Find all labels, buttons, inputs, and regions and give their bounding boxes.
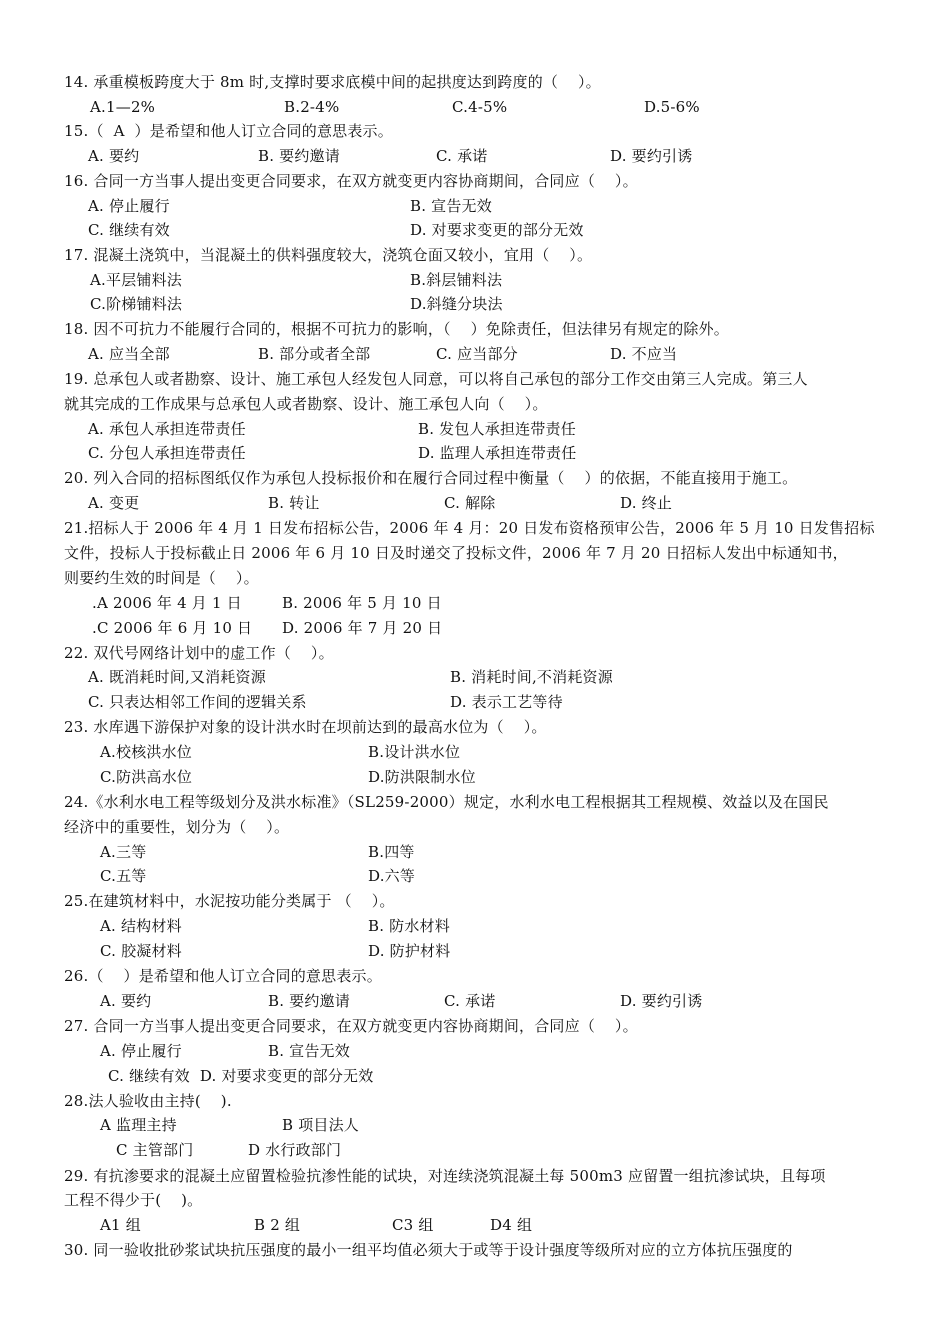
option-row — [0, 618, 950, 638]
option-text: C. 胶凝材料 — [100, 942, 182, 960]
option-text: C.4-5% — [452, 98, 508, 116]
option-text: C. 分包人承担连带责任 — [88, 444, 246, 462]
option-row — [0, 991, 950, 1011]
option-text: D.5-6% — [644, 98, 700, 116]
option-text: B 2 组 — [254, 1216, 301, 1234]
option-text: D. 表示工艺等待 — [450, 693, 563, 711]
option-text: A.三等 — [100, 843, 147, 861]
option-row — [0, 941, 950, 961]
option-text: C.防洪高水位 — [100, 768, 193, 786]
option-text: A. 停止履行 — [100, 1042, 182, 1060]
option-text: B.四等 — [368, 843, 415, 861]
option-text: C.阶梯铺料法 — [90, 295, 183, 313]
option-row — [0, 767, 950, 787]
option-text: B.斜层铺料法 — [410, 271, 503, 289]
question-line: 16. 合同一方当事人提出变更合同要求，在双方就变更内容协商期间，合同应（ ）。 — [64, 172, 638, 190]
option-row — [0, 1215, 950, 1235]
option-text: C.五等 — [100, 867, 147, 885]
option-row — [0, 196, 950, 216]
question-line: 21.招标人于 2006 年 4 月 1 日发布招标公告，2006 年 4 月：20 日发布资格预审公告，2006 年 5 月 10 日发售招标 — [64, 519, 875, 537]
option-text: A. 变更 — [88, 494, 140, 512]
option-text: B. 要约邀请 — [258, 147, 340, 165]
option-text: C3 组 — [392, 1216, 434, 1234]
option-text: .A 2006 年 4 月 1 日 — [92, 594, 242, 612]
option-text: C 主管部门 — [116, 1141, 194, 1159]
option-text: A.校核洪水位 — [100, 743, 193, 761]
option-text: A.1—2% — [90, 98, 156, 116]
option-row — [0, 97, 950, 117]
question-line: 24.《水利水电工程等级划分及洪水标准》（SL259-2000）规定，水利水电工程根据其工程规模、效益以及在国民 — [64, 793, 829, 811]
option-text: B. 宣告无效 — [268, 1042, 350, 1060]
option-row — [0, 419, 950, 439]
option-text: C. 承诺 — [436, 147, 488, 165]
option-text: A 监理主持 — [100, 1116, 177, 1134]
question-line: 工程不得少于( )。 — [64, 1191, 203, 1209]
question-line: 14. 承重模板跨度大于 8m 时,支撑时要求底模中间的起拱度达到跨度的（ ）。 — [64, 73, 601, 91]
option-text: A.平层铺料法 — [90, 271, 183, 289]
question-line: C. 继续有效 D. 对要求变更的部分无效 — [108, 1067, 374, 1085]
option-row — [0, 842, 950, 862]
option-text: D. 终止 — [620, 494, 673, 512]
option-text: B.设计洪水位 — [368, 743, 461, 761]
option-row — [0, 916, 950, 936]
option-text: .C 2006 年 6 月 10 日 — [92, 619, 253, 637]
option-row — [0, 294, 950, 314]
question-line: 20. 列入合同的招标图纸仅作为承包人投标报价和在履行合同过程中衡量（ ）的依据，不能直接用于施工。 — [64, 469, 798, 487]
option-text: D 水行政部门 — [248, 1141, 342, 1159]
option-text: C. 继续有效 — [88, 221, 170, 239]
option-text: A. 既消耗时间,又消耗资源 — [88, 668, 266, 686]
option-text: A. 承包人承担连带责任 — [88, 420, 246, 438]
option-row — [0, 443, 950, 463]
option-row — [0, 493, 950, 513]
question-line: 25.在建筑材料中，水泥按功能分类属于 （ ）。 — [64, 892, 395, 910]
question-line: 28.法人验收由主持( ). — [64, 1092, 232, 1110]
option-text: D4 组 — [490, 1216, 533, 1234]
option-text: C. 承诺 — [444, 992, 496, 1010]
option-text: B. 要约邀请 — [268, 992, 350, 1010]
option-text: B 项目法人 — [282, 1116, 359, 1134]
option-text: A. 结构材料 — [100, 917, 182, 935]
question-line: 29. 有抗渗要求的混凝土应留置检验抗渗性能的试块，对连续浇筑混凝土每 500m3 应留置一组抗渗试块，且每项 — [64, 1167, 826, 1185]
option-row — [0, 866, 950, 886]
option-text: B.2-4% — [284, 98, 340, 116]
option-text: D.斜缝分块法 — [410, 295, 503, 313]
option-row — [0, 1115, 950, 1135]
option-row — [0, 742, 950, 762]
option-row — [0, 1041, 950, 1061]
option-row — [0, 1140, 950, 1160]
option-text: D. 防护材料 — [368, 942, 451, 960]
option-text: D. 对要求变更的部分无效 — [410, 221, 584, 239]
option-text: B. 2006 年 5 月 10 日 — [282, 594, 442, 612]
option-text: C. 只表达相邻工作间的逻辑关系 — [88, 693, 307, 711]
question-line: 18. 因不可抗力不能履行合同的，根据不可抗力的影响，（ ）免除责任，但法律另有规定的除外。 — [64, 320, 729, 338]
option-row — [0, 667, 950, 687]
option-text: C. 解除 — [444, 494, 496, 512]
option-text: D.防洪限制水位 — [368, 768, 476, 786]
question-line: 15.（ A ）是希望和他人订立合同的意思表示。 — [64, 122, 393, 140]
option-text: A. 要约 — [88, 147, 140, 165]
option-text: D. 2006 年 7 月 20 日 — [282, 619, 443, 637]
question-line: 27. 合同一方当事人提出变更合同要求，在双方就变更内容协商期间，合同应（ ）。 — [64, 1017, 638, 1035]
question-line: 23. 水库遇下游保护对象的设计洪水时在坝前达到的最高水位为（ ）。 — [64, 718, 547, 736]
option-text: B. 发包人承担连带责任 — [418, 420, 576, 438]
question-line: 则要约生效的时间是（ ）。 — [64, 569, 259, 587]
question-line: 就其完成的工作成果与总承包人或者勘察、设计、施工承包人向（ ）。 — [64, 395, 548, 413]
option-text: A1 组 — [100, 1216, 141, 1234]
option-text: A. 要约 — [100, 992, 152, 1010]
option-text: A. 应当全部 — [88, 345, 170, 363]
option-text: B. 宣告无效 — [410, 197, 492, 215]
option-text: B. 消耗时间,不消耗资源 — [450, 668, 613, 686]
option-text: B. 转让 — [268, 494, 320, 512]
question-line: 19. 总承包人或者勘察、设计、施工承包人经发包人同意，可以将自己承包的部分工作交由第三人完成。第三人 — [64, 370, 808, 388]
option-row — [0, 270, 950, 290]
question-line: 30. 同一验收批砂浆试块抗压强度的最小一组平均值必须大于或等于设计强度等级所对应的立方体抗压强度的 — [64, 1241, 793, 1259]
option-text: D. 要约引诱 — [620, 992, 703, 1010]
option-text: A. 停止履行 — [88, 197, 170, 215]
option-row — [0, 146, 950, 166]
option-text: D. 监理人承担连带责任 — [418, 444, 577, 462]
option-row — [0, 344, 950, 364]
option-text: B. 防水材料 — [368, 917, 450, 935]
option-text: D. 要约引诱 — [610, 147, 693, 165]
option-text: D. 不应当 — [610, 345, 678, 363]
question-line: 17. 混凝土浇筑中，当混凝土的供料强度较大，浇筑仓面又较小，宜用（ ）。 — [64, 246, 593, 264]
option-row — [0, 220, 950, 240]
question-line: 26.（ ）是希望和他人订立合同的意思表示。 — [64, 967, 382, 985]
option-row — [0, 692, 950, 712]
option-row — [0, 593, 950, 613]
option-text: D.六等 — [368, 867, 416, 885]
question-line: 经济中的重要性，划分为（ ）。 — [64, 818, 290, 836]
option-text: B. 部分或者全部 — [258, 345, 371, 363]
question-line: 文件，投标人于投标截止日 2006 年 6 月 10 日及时递交了投标文件，2006 年 7 月 20 日招标人发出中标通知书， — [64, 544, 848, 562]
question-line: 22. 双代号网络计划中的虚工作（ ）。 — [64, 644, 334, 662]
option-text: C. 应当部分 — [436, 345, 518, 363]
